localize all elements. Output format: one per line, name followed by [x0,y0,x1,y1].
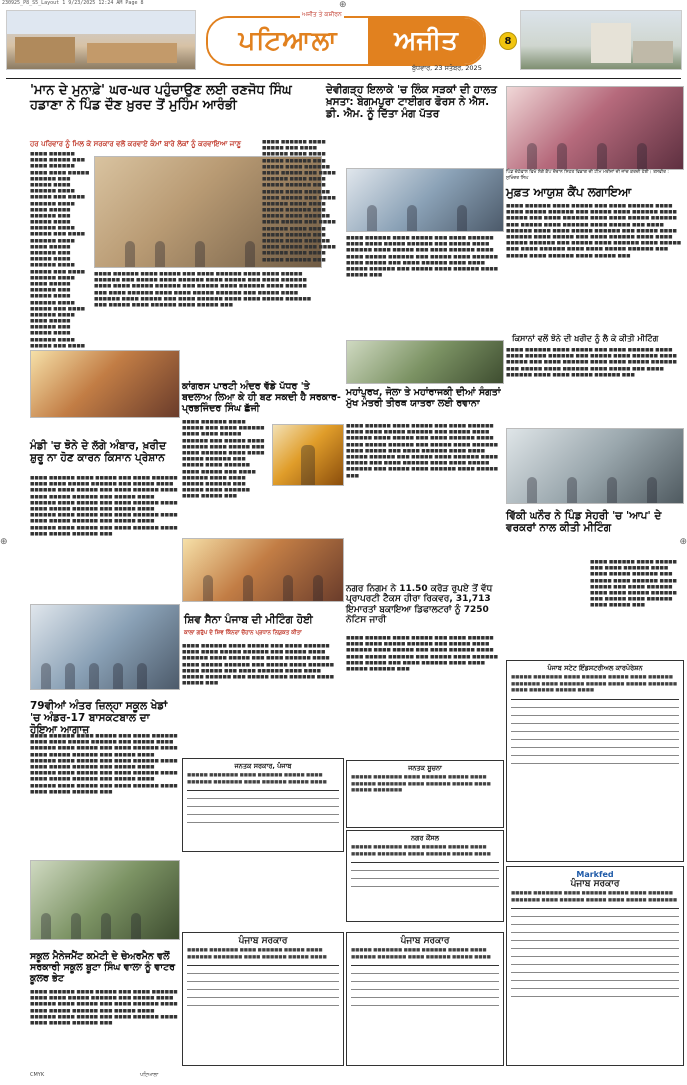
story-2-photo-2 [346,340,504,384]
story-3-headline: ਮੁਫ਼ਤ ਆਯੁਸ਼ ਕੈਂਪ ਲਗਾਇਆ [506,185,632,199]
story-1-headline: 'ਮਾਨ ਦੇ ਮੁਨਾਫ਼ੇ' ਘਰ-ਘਰ ਪਹੁੰਚਾਉਣ ਲਈ ਰਣਜੋਧ ਸਿੰਘ ਹਡਾਣਾ ਨੇ ਪਿੰਡ ਦੌਣ ਖ਼ੁਰਦ ਤੋਂ ਮੁਹਿੰਮ ਆਰੰਭੀ [30,83,292,113]
masthead-city: ਪਟਿਆਲਾ [208,18,368,64]
ad-2: ਪੰਜਾਬ ਸਰਕਾਰ ■■■■■ ■■■■■■■ ■■■■ ■■■■■■ ■■■■■ ■■■■ ■■■■■■ ■■■■■■■ ■■■■ ■■■■■■ ■■■■■ ■■■■ [182,932,344,1066]
story-12-headline: ਸਕੂਲ ਮੈਨੇਜਮੈਂਟ ਕਮੇਟੀ ਦੇ ਚੇਅਰਮੈਨ ਵਲੋਂ ਸਰਕਾਰੀ ਸਕੂਲ ਬੂਟਾ ਸਿੰਘ ਵਾਲਾ ਨੂੰ ਵਾਟਰ ਕੂਲਰ ਭੇਟ [30,951,176,984]
ad-8: ਨਗਰ ਕੌਂਸਲ ■■■■■ ■■■■■■■ ■■■■ ■■■■■■ ■■■■■ ■■■■ ■■■■■■ ■■■■■■■ ■■■■ ■■■■■■ ■■■■■ ■■■■ [346,830,504,922]
story-5-portrait [272,424,344,486]
masthead-brand: ਅਜੀਤ [368,18,484,64]
masthead-date: ਬੁੱਧਵਾਰ, 23 ਸਤੰਬਰ, 2025 [412,64,482,72]
ad-1: ਜਨਤਕ ਸਰਕਾਰ, ਪੰਜਾਬ ■■■■■ ■■■■■■■ ■■■■ ■■■■■■ ■■■■■ ■■■■ ■■■■■■ ■■■■■■■ ■■■■ ■■■■■■ ■■■■■ ■■■■ [182,758,344,852]
story-2-headline: ਦੇਵੀਗੜ੍ਹ ਇਲਾਕੇ 'ਚ ਲਿੰਕ ਸੜਕਾਂ ਦੀ ਹਾਲਤ ਖ਼ਸਤਾ: ਬੇਗਮਪੁਰਾ ਟਾਈਗਰ ਫੋਰਸ ਨੇ ਐਸ. ਡੀ. ਐਮ. ਨੂੰ ਦਿੱਤਾ ਮੰਗ ਪੱਤਰ [326,84,497,121]
story-1-body-2: ■■■■ ■■■■■■ ■■■■ ■■■■■ ■■■ ■■■■ ■■■■■■ ■■■■ ■■■■ ■■■■■ ■■■■■■ ■■■ ■■■■■ ■■■■ ■■■■■■ ■■■■ ■■■■■ ■■■ ■■■■ ■■■■■■ ■■■■ ■■■■ ■■■■■ ■■■■■■ ■■■ ■■■■■ ■■■■ ■■■■■■ ■■■■ ■■■■■ ■■■ ■■■■ ■■■■■■ ■■■■ ■■■■ ■■■■■ ■■■■■■ ■■■ ■■■■■ ■■■■ ■■■■■■ ■■■■ ■■■■■ ■■■ ■■■■ ■■■■■■ ■■■■ ■■■■ ■■■■■ ■■■■■■ ■■■ ■■■■■ ■■■■ ■■■■■■ ■■■■ ■■■■■ ■■■ [94,272,312,308]
ad-7: ਜਨਤਕ ਸੂਚਨਾ ■■■■■ ■■■■■■■ ■■■■ ■■■■■■ ■■■■■ ■■■■ ■■■■■■ ■■■■■■■ ■■■■ ■■■■■■ ■■■■■ ■■■■ ■■■■■ ■■■■■■■ [346,760,504,828]
story-9-body: ■■■■ ■■■■■■ ■■■■ ■■■■■ ■■■ ■■■■ ■■■■■■ ■■■■ ■■■■ ■■■■■ ■■■■■■ ■■■ ■■■■■ ■■■■ ■■■■■■ ■■■■ ■■■■■ ■■■ ■■■■ ■■■■■■ ■■■■ ■■■■ ■■■■■ ■■■■■■ ■■■ ■■■■■ ■■■■ ■■■■■■ ■■■■ ■■■■■ ■■■ [590,560,677,609]
print-slug: 230925_P8_S5_Layout 1 9/23/2025 12:24 AM Page 8 [2,0,144,6]
ad-4: ਪੰਜਾਬ ਸਟੇਟ ਇੰਡਸਟਰੀਅਲ ਕਾਰਪੋਰੇਸ਼ਨ ■■■■■ ■■■■■■■ ■■■■ ■■■■■■ ■■■■■ ■■■■ ■■■■■■ ■■■■■■■ ■■■■ ■■■■■■ ■■■■■ ■■■■ ■■■■■ ■■■■■■■ ■■■■ ■■■■■■ ■■■■■ ■■■■ [506,660,684,862]
story-2-body-2: ■■■■ ■■■■■■ ■■■■ ■■■■■ ■■■ ■■■■ ■■■■■■ ■■■■ ■■■■ ■■■■■ ■■■■■■ ■■■ ■■■■■ ■■■■ ■■■■■■ ■■■■ ■■■■■ ■■■ ■■■■ ■■■■■■ ■■■■ ■■■■ ■■■■■ ■■■■■■ ■■■ ■■■■■ ■■■■ ■■■■■■ ■■■■ ■■■■■ ■■■ ■■■■ ■■■■■■ ■■■■ ■■■■ ■■■■■ ■■■■■■ ■■■ ■■■■■ ■■■■ ■■■■■■ ■■■■ ■■■■■ ■■■ [346,236,498,279]
ad-5: Markfed ਪੰਜਾਬ ਸਰਕਾਰ ■■■■■ ■■■■■■■ ■■■■ ■■■■■■ ■■■■■ ■■■■ ■■■■■■ ■■■■■■■ ■■■■ ■■■■■■ ■■■■■ ■■■■ ■■■■■ ■■■■■■■ [506,866,684,1066]
ad-3: ਪੰਜਾਬ ਸਰਕਾਰ ■■■■■ ■■■■■■■ ■■■■ ■■■■■■ ■■■■■ ■■■■ ■■■■■■ ■■■■■■■ ■■■■ ■■■■■■ ■■■■■ ■■■■ [346,932,504,1066]
story-11-headline: 79ਵੀਆਂ ਅੰਤਰ ਜ਼ਿਲ੍ਹਾ ਸਕੂਲ ਖੇਡਾਂ 'ਚ ਅੰਡਰ-17 ਬਾਸਕਟਬਾਲ ਦਾ ਹੋਇਆ ਆਗਾਜ਼ [30,700,168,737]
story-7-body: ■■■■ ■■■■■■ ■■■■ ■■■■■ ■■■ ■■■■ ■■■■■■ ■■■■ ■■■■ ■■■■■ ■■■■■■ ■■■ ■■■■■ ■■■■ ■■■■■■ ■■■■ ■■■■■ ■■■ ■■■■ ■■■■■■ ■■■■ ■■■■ ■■■■■ ■■■■■■ ■■■ ■■■■■ ■■■■ ■■■■■■ ■■■■ ■■■■■ ■■■ ■■■■ ■■■■■■ ■■■■ ■■■■ ■■■■■ ■■■■■■ ■■■ ■■■■■ ■■■■ ■■■■■■ ■■■■ ■■■■■ ■■■ ■■■■ ■■■■■■ ■■■■ ■■■■ ■■■■■ ■■■■■■ ■■■ ■■■■■ ■■■■ ■■■■■■ ■■■■ ■■■■■ ■■■ [346,424,498,479]
ad-1-title: ਜਨਤਕ ਸਰਕਾਰ, ਪੰਜਾਬ [234,762,292,770]
masthead-right-photo [520,10,682,70]
story-10-body: ■■■■ ■■■■■■ ■■■■ ■■■■■ ■■■ ■■■■ ■■■■■■ ■■■■ ■■■■ ■■■■■ ■■■■■■ ■■■ ■■■■■ ■■■■ ■■■■■■ ■■■■ ■■■■■ ■■■ ■■■■ ■■■■■■ ■■■■ ■■■■ ■■■■■ ■■■■■■ ■■■ ■■■■■ ■■■■ ■■■■■■ ■■■■ ■■■■■ ■■■ ■■■■ ■■■■■■ ■■■■ ■■■■ ■■■■■ ■■■■■■ ■■■ [346,636,498,672]
story-12-photo [30,860,180,940]
story-10-headline: ਨਗਰ ਨਿਗਮ ਨੇ 11.50 ਕਰੋੜ ਰੁਪਏ ਤੋਂ ਵੱਧ ਪ੍ਰਾਪਰਟੀ ਟੈਕਸ ਹੀਰਾ ਰਿਕਵਰ, 31,713 ਇਮਾਰਤਾਂ ਬਕਾਇਆ ਡਿਫਾਲਟਰਾਂ ਨੂੰ 7250 ਨੋਟਿਸ ਜਾਰੀ [346,584,493,626]
story-4-subhead: ਕਾਲਾ ਗਰੁੱਪ ਦੇ ਸ਼ਿਵ ਕਿੰਨਰਾ ਚੌਹਾਨ ਪ੍ਰਧਾਨ ਨਿਯੁਕਤ ਕੀਤਾ [184,630,302,636]
story-1-body: ■■■■ ■■■■■■ ■■■■ ■■■■■ ■■■ ■■■■ ■■■■■■ ■■■■ ■■■■ ■■■■■ ■■■■■■ ■■■ ■■■■■ ■■■■ ■■■■■■ ■■■■ ■■■■■ ■■■ ■■■■ ■■■■■■ ■■■■ ■■■■ ■■■■■ ■■■■■■ ■■■ ■■■■■ ■■■■ ■■■■■■ ■■■■ ■■■■■ ■■■ ■■■■ ■■■■■■ ■■■■ ■■■■ ■■■■■ ■■■■■■ ■■■ ■■■■■ ■■■■ ■■■■■■ ■■■■ ■■■■■ ■■■ ■■■■ ■■■■■■ ■■■■ ■■■■ ■■■■■ ■■■■■■ ■■■ ■■■■■ ■■■■ ■■■■■■ ■■■■ ■■■■■ ■■■ ■■■■ ■■■■■■ ■■■■ ■■■■ ■■■■■ ■■■■■■ ■■■ ■■■■■ ■■■■ ■■■■■■ ■■■■ ■■■■■ ■■■ ■■■■ [30,152,90,349]
ad-5-brand: Markfed [576,870,614,879]
crop-mark-left: ⊕ [0,537,8,547]
ad-7-title: ਜਨਤਕ ਸੂਚਨਾ [408,764,442,772]
story-4-headline: ਸ਼ਿਵ ਸੈਨਾ ਪੰਜਾਬ ਦੀ ਮੀਟਿੰਗ ਹੋਈ [184,614,313,626]
story-3-photo [506,86,684,170]
story-9-photo [506,428,684,504]
story-5-headline: ਕਾਂਗਰਸ ਪਾਰਟੀ ਅੰਦਰ ਵੱਡੇ ਪੱਧਰ 'ਤੇ ਬਦਲਾਅ ਲਿਆ ਕੇ ਹੀ ਬਣ ਸਕਦੀ ਹੈ ਸਰਕਾਰ- ਪ੍ਰਭਜਿੰਦਰ ਸਿੰਘ ਛੱਜੀ [182,381,341,414]
story-9-headline: ਵਿੱਕੀ ਘਨੌਰ ਨੇ ਪਿੰਡ ਸੇਹਰੀ 'ਚ 'ਆਪ' ਦੇ ਵਰਕਰਾਂ ਨਾਲ ਕੀਤੀ ਮੀਟਿੰਗ [506,510,662,535]
story-3-body: ■■■■ ■■■■■■ ■■■■ ■■■■■ ■■■ ■■■■ ■■■■■■ ■■■■ ■■■■ ■■■■■ ■■■■■■ ■■■ ■■■■■ ■■■■ ■■■■■■ ■■■■ ■■■■■ ■■■ ■■■■ ■■■■■■ ■■■■ ■■■■ ■■■■■ ■■■■■■ ■■■ ■■■■■ ■■■■ ■■■■■■ ■■■■ ■■■■■ ■■■ ■■■■ ■■■■■■ ■■■■ ■■■■ ■■■■■ ■■■■■■ ■■■ ■■■■■ ■■■■ ■■■■■■ ■■■■ ■■■■■ ■■■ ■■■■ ■■■■■■ ■■■■ ■■■■ ■■■■■ ■■■■■■ ■■■ ■■■■■ ■■■■ ■■■■■■ ■■■■ ■■■■■ ■■■ ■■■■ ■■■■■■ ■■■■ ■■■■ ■■■■■ ■■■■■■ ■■■ ■■■■■ ■■■■ ■■■■■■ ■■■■ ■■■■■ ■■■ [506,204,682,259]
story-2-photo [346,168,504,232]
story-6-photo [30,350,180,418]
masthead-rule [6,78,681,79]
story-8-body: ■■■■ ■■■■■■ ■■■■ ■■■■■ ■■■ ■■■■ ■■■■■■ ■■■■ ■■■■ ■■■■■ ■■■■■■ ■■■ ■■■■■ ■■■■ ■■■■■■ ■■■■ ■■■■■ ■■■ ■■■■ ■■■■■■ ■■■■ ■■■■ ■■■■■ ■■■■■■ ■■■ ■■■■■ ■■■■ ■■■■■■ ■■■■ ■■■■■ ■■■ ■■■■ ■■■■■■ ■■■■ ■■■■ ■■■■■ ■■■■■■ ■■■ [506,348,677,378]
footer-right: ਪਟਿਆਲਾ [140,1072,159,1078]
ad-8-title: ਨਗਰ ਕੌਂਸਲ [410,834,440,842]
masthead-tagline: ਅਜੀਤ ਤੇ ਕਸ਼ੀਰਨ [302,11,342,18]
ad-4-title: ਪੰਜਾਬ ਸਟੇਟ ਇੰਡਸਟਰੀਅਲ ਕਾਰਪੋਰੇਸ਼ਨ [547,664,643,672]
masthead-logo [206,16,486,66]
story-8-headline: ਕਿਸਾਨਾਂ ਵਲੋਂ ਝੋਨੇ ਦੀ ਖ਼ਰੀਦ ਨੂੰ ਲੈ ਕੇ ਕੀਤੀ ਮੀਟਿੰਗ [512,334,659,343]
story-6-headline: ਮੰਡੀ 'ਚ ਝੋਨੇ ਦੇ ਲੱਗੇ ਅੰਬਾਰ, ਖ਼ਰੀਦ ਸ਼ੁਰੂ ਨਾ ਹੋਣ ਕਾਰਨ ਕਿਸਾਨ ਪ੍ਰੇਸ਼ਾਨ [30,440,167,465]
crop-mark-right: ⊕ [679,537,687,547]
masthead-left-photo [6,10,196,70]
story-5-body: ■■■■ ■■■■■■ ■■■■ ■■■■■ ■■■ ■■■■ ■■■■■■ ■■■■ ■■■■ ■■■■■ ■■■■■■ ■■■ ■■■■■ ■■■■ ■■■■■■ ■■■■ ■■■■■ ■■■ ■■■■ ■■■■■■ ■■■■ ■■■■ ■■■■■ ■■■■■■ ■■■ ■■■■■ ■■■■ ■■■■■■ ■■■■ ■■■■■ ■■■ ■■■■ ■■■■■■ ■■■■ ■■■■ ■■■■■ ■■■■■■ ■■■ ■■■■■ ■■■■ ■■■■■■ ■■■■ ■■■■■ ■■■ [182,420,265,500]
story-1-subhead: ਹਰ ਪਰਿਵਾਰ ਨੂੰ ਮਿਲ ਕੇ ਸਰਕਾਰ ਵਲੋਂ ਕਰਵਾਏ ਕੰਮਾਂ ਬਾਰੇ ਲੋਕਾਂ ਨੂੰ ਕਰਵਾਇਆ ਜਾਣੂ [30,140,241,148]
story-4-photo [182,538,344,602]
ad-2-title: ਪੰਜਾਬ ਸਰਕਾਰ [238,936,288,946]
story-11-photo [30,604,180,690]
footer-left: CMYK [30,1072,45,1078]
story-11-body: ■■■■ ■■■■■■ ■■■■ ■■■■■ ■■■ ■■■■ ■■■■■■ ■■■■ ■■■■ ■■■■■ ■■■■■■ ■■■ ■■■■■ ■■■■ ■■■■■■ ■■■■ ■■■■■ ■■■ ■■■■ ■■■■■■ ■■■■ ■■■■ ■■■■■ ■■■■■■ ■■■ ■■■■■ ■■■■ ■■■■■■ ■■■■ ■■■■■ ■■■ ■■■■ ■■■■■■ ■■■■ ■■■■ ■■■■■ ■■■■■■ ■■■ ■■■■■ ■■■■ ■■■■■■ ■■■■ ■■■■■ ■■■ ■■■■ ■■■■■■ ■■■■ ■■■■ ■■■■■ ■■■■■■ ■■■ ■■■■■ ■■■■ ■■■■■■ ■■■■ ■■■■■ ■■■ ■■■■ ■■■■■■ ■■■■ ■■■■ ■■■■■ ■■■■■■ ■■■ [30,734,178,795]
story-7-headline: ਮਹਾਂਪੁਰਖ, ਜੋਲਾ ਤੇ ਮਹਾਂਰਾਜਕੀ ਦੀਆਂ ਸੰਗਤਾਂ ਮੁੱਖ ਮੰਤਰੀ ਤੀਰਥ ਯਾਤਰਾ ਲਈ ਰਵਾਨਾ [346,387,501,409]
story-6-body: ■■■■ ■■■■■■ ■■■■ ■■■■■ ■■■ ■■■■ ■■■■■■ ■■■■ ■■■■ ■■■■■ ■■■■■■ ■■■ ■■■■■ ■■■■ ■■■■■■ ■■■■ ■■■■■ ■■■ ■■■■ ■■■■■■ ■■■■ ■■■■ ■■■■■ ■■■■■■ ■■■ ■■■■■ ■■■■ ■■■■■■ ■■■■ ■■■■■ ■■■ ■■■■ ■■■■■■ ■■■■ ■■■■ ■■■■■ ■■■■■■ ■■■ ■■■■■ ■■■■ ■■■■■■ ■■■■ ■■■■■ ■■■ ■■■■ ■■■■■■ ■■■■ ■■■■ ■■■■■ ■■■■■■ ■■■ ■■■■■ ■■■■ ■■■■■■ ■■■■ ■■■■■ ■■■ ■■■■ ■■■■■■ ■■■■ ■■■■ ■■■■■ ■■■■■■ ■■■ [30,476,178,537]
story-4-body: ■■■■ ■■■■■■ ■■■■ ■■■■■ ■■■ ■■■■ ■■■■■■ ■■■■ ■■■■ ■■■■■ ■■■■■■ ■■■ ■■■■■ ■■■■ ■■■■■■ ■■■■ ■■■■■ ■■■ ■■■■ ■■■■■■ ■■■■ ■■■■ ■■■■■ ■■■■■■ ■■■ ■■■■■ ■■■■ ■■■■■■ ■■■■ ■■■■■ ■■■ ■■■■ ■■■■■■ ■■■■ ■■■■ ■■■■■ ■■■■■■ ■■■ ■■■■■ ■■■■ ■■■■■■ ■■■■ ■■■■■ ■■■ [182,644,334,687]
ad-5-title: ਪੰਜਾਬ ਸਰਕਾਰ [570,879,620,889]
page-number: 8 [499,32,517,50]
ad-3-title: ਪੰਜਾਬ ਸਰਕਾਰ [400,936,450,946]
story-2-body: ■■■■ ■■■■■■ ■■■■ ■■■■■ ■■■ ■■■■ ■■■■■■ ■■■■ ■■■■ ■■■■■ ■■■■■■ ■■■ ■■■■■ ■■■■ ■■■■■■ ■■■■ ■■■■■ ■■■ ■■■■ ■■■■■■ ■■■■ ■■■■ ■■■■■ ■■■■■■ ■■■ ■■■■■ ■■■■ ■■■■■■ ■■■■ ■■■■■ ■■■ ■■■■ ■■■■■■ ■■■■ ■■■■ ■■■■■ ■■■■■■ ■■■ ■■■■■ ■■■■ ■■■■■■ ■■■■ ■■■■■ ■■■ ■■■■ ■■■■■■ ■■■■ ■■■■ ■■■■■ ■■■■■■ ■■■ ■■■■■ ■■■■ ■■■■■■ ■■■■ ■■■■■ ■■■ ■■■■ ■■■■■■ ■■■■ ■■■■ ■■■■■ ■■■■■■ ■■■ [262,140,336,263]
crop-mark-top: ⊕ [339,0,347,10]
story-3-caption: ਪਿੰਡ ਚੱਠੇਵਾਲ ਵਿਖੇ ਲੱਗੇ ਕੈਂਪ ਦੌਰਾਨ ਸਿਹਤ ਵਿਭਾਗ ਦੀ ਟੀਮ ਮਰੀਜ਼ਾਂ ਦੀ ਜਾਂਚ ਕਰਦੀ ਹੋਈ। ਤਸਵੀਰ : ਸੁਖਿੰਦਰ ਸਿੰਘ [506,170,669,181]
story-12-body: ■■■■ ■■■■■■ ■■■■ ■■■■■ ■■■ ■■■■ ■■■■■■ ■■■■ ■■■■ ■■■■■ ■■■■■■ ■■■ ■■■■■ ■■■■ ■■■■■■ ■■■■ ■■■■■ ■■■ ■■■■ ■■■■■■ ■■■■ ■■■■ ■■■■■ ■■■■■■ ■■■ ■■■■■ ■■■■ ■■■■■■ ■■■■ ■■■■■ ■■■ ■■■■ ■■■■■■ ■■■■ ■■■■ ■■■■■ ■■■■■■ ■■■ [30,990,178,1026]
